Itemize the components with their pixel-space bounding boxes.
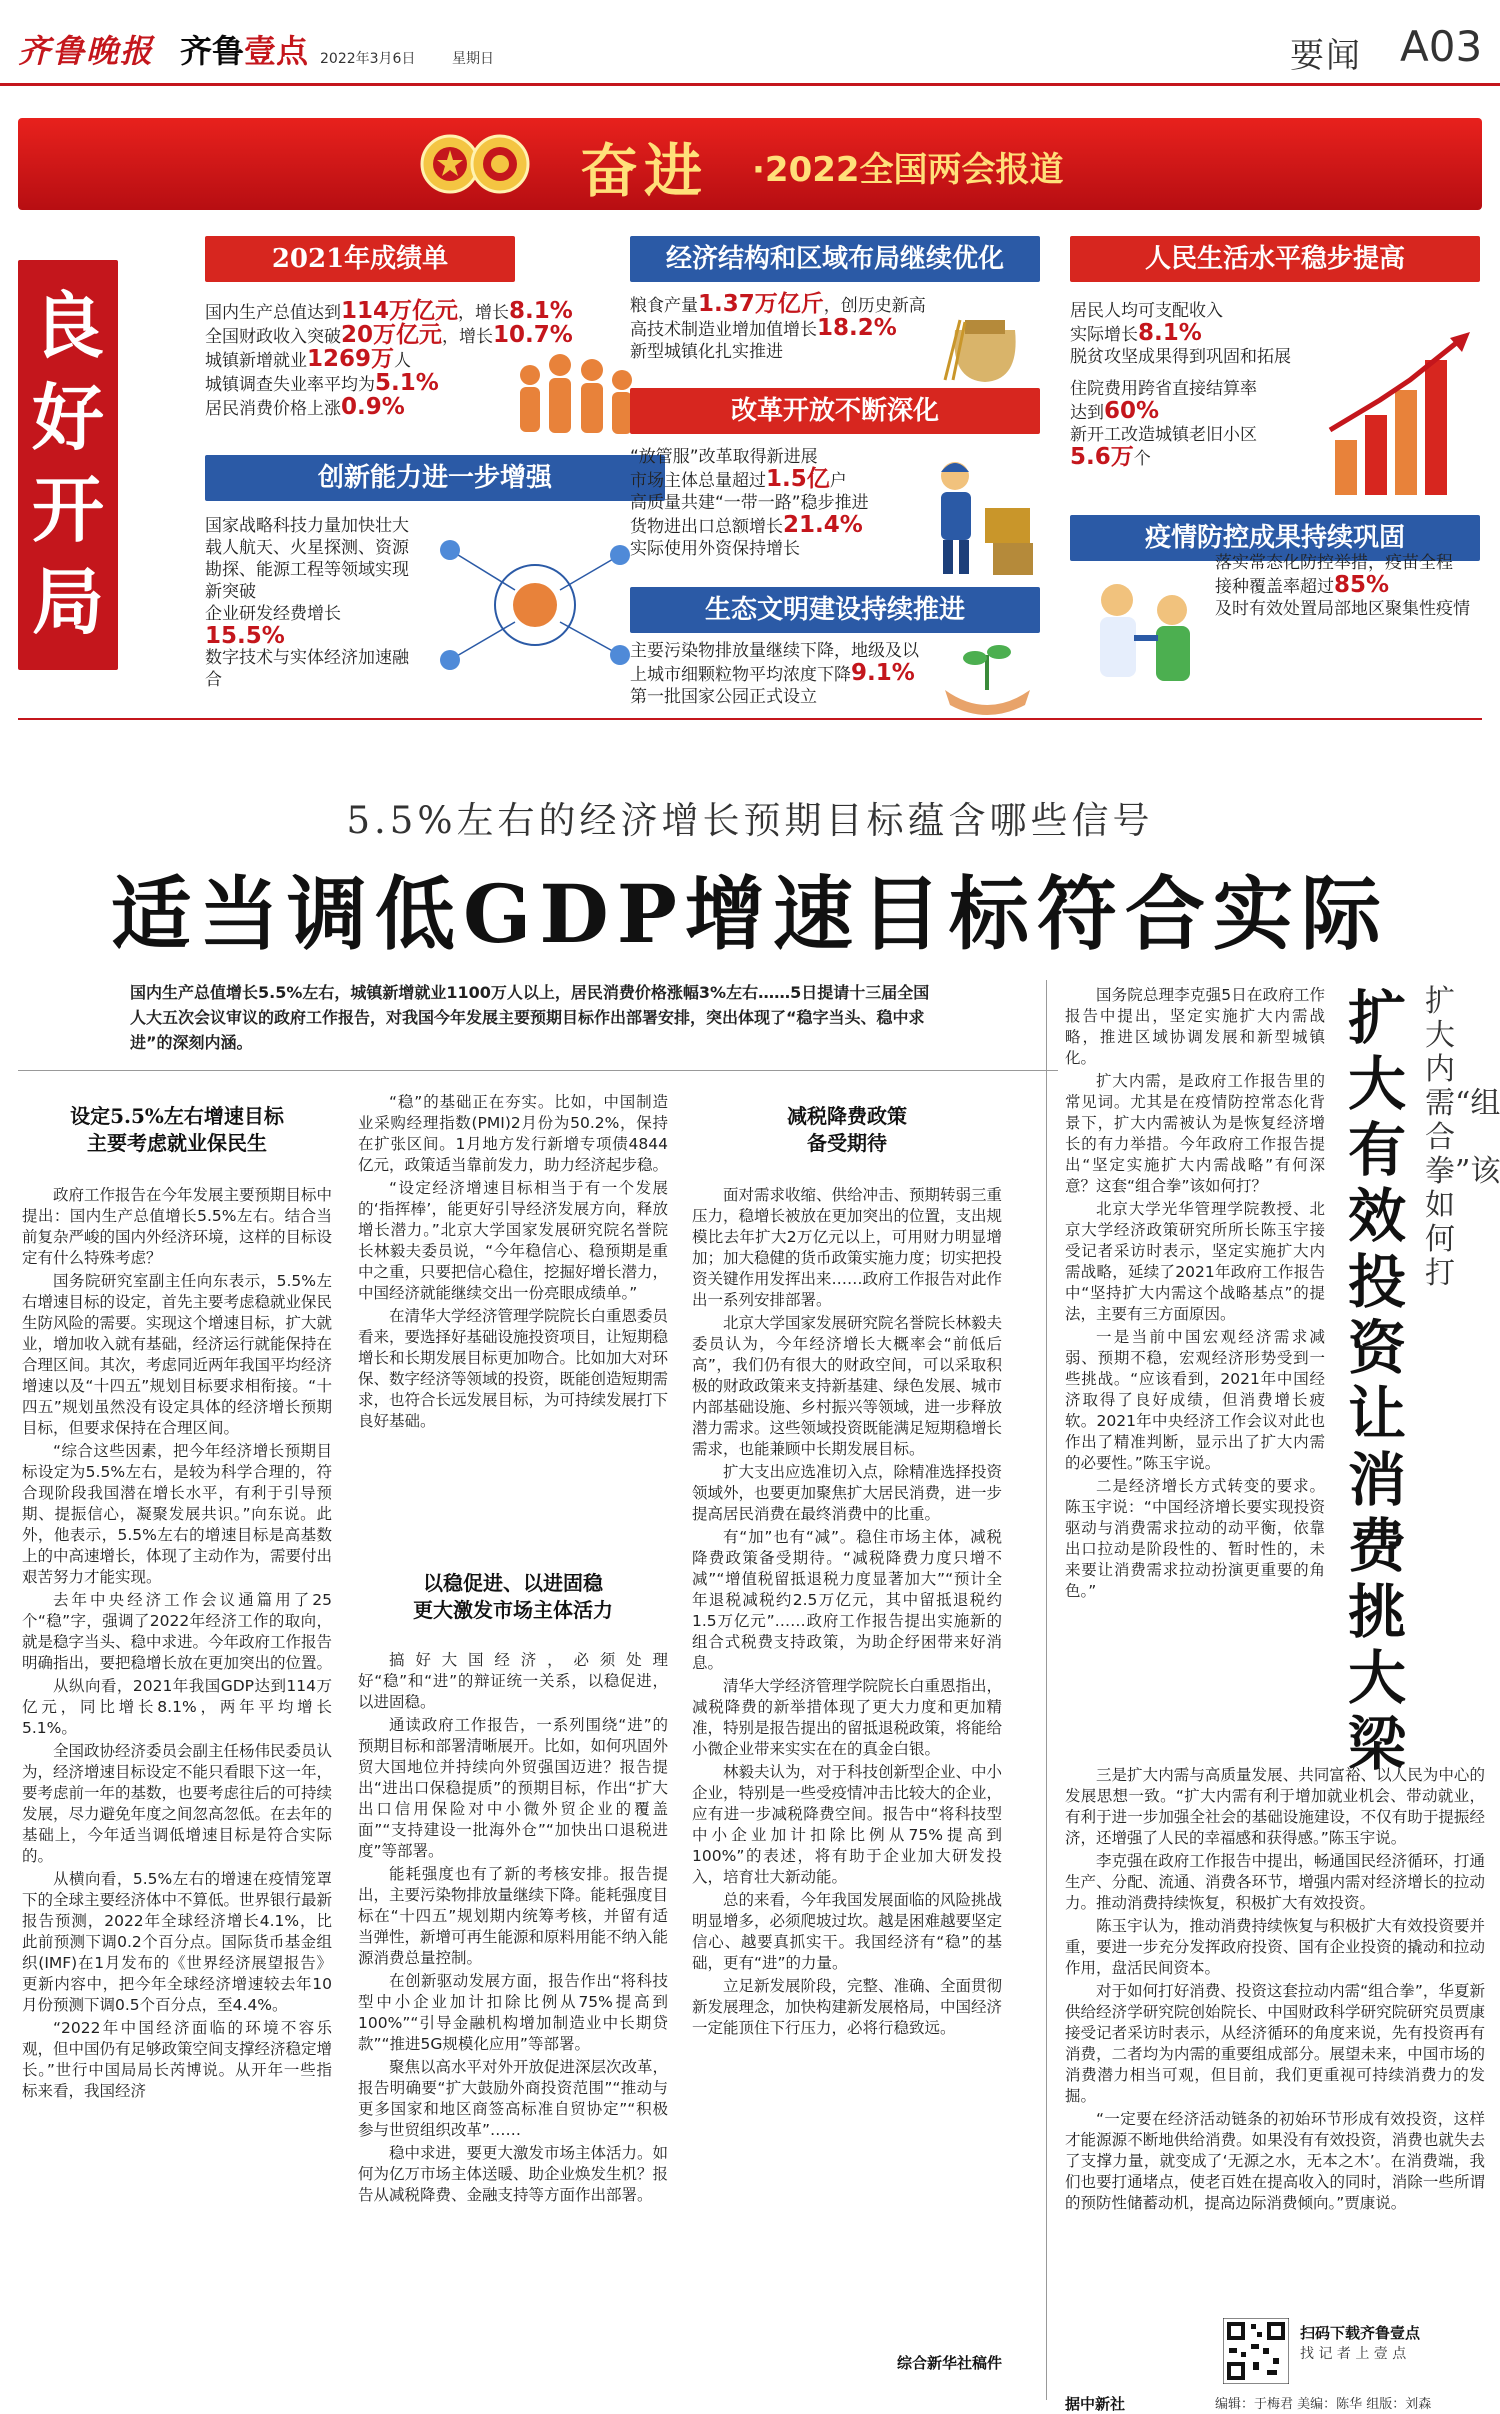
innovation-line: 国家战略科技力量加快壮大	[205, 516, 409, 536]
stat-value: 20万亿元	[341, 322, 443, 348]
stat-value: 1.37万亿斤	[698, 291, 824, 317]
stat-value: 21.4%	[783, 512, 863, 538]
paragraph: 对于如何打好消费、投资这套拉动内需“组合拳”，华夏新供给经济学研究院创始院长、中国财政科学研究院研究员贾康接受记者采访时表示，从经济循环的角度来说，先有投资再有消费，二者均为内需的重要组成部分。展望未来，中国市场的消费潜力相当可观，但目前，我们更重视可持续消费力的发掘。	[1065, 1982, 1485, 2105]
panel-achievements-title: 2021年成绩单	[205, 236, 515, 282]
paragraph: “综合这些因素，把今年经济增长预期目标设定为5.5%左右，是较为科学合理的，符合现阶段我国潜在增长水平，有利于引导预期、提振信心，凝聚发展共识。”向东说。此外，他表示，5.5%左右的增速目标是高基数上的中高速增长，体现了主动作为，需要付出艰苦努力才能实现。	[22, 1442, 332, 1586]
paragraph: 国务院总理李克强5日在政府工作报告中提出，坚定实施扩大内需战略，推进区域协调发展和新型城镇化。	[1065, 986, 1325, 1067]
panel-innovation-body	[205, 515, 410, 691]
article-byline: 综合新华社稿件	[896, 2354, 1002, 2372]
panel-ecology-title: 生态文明建设持续推进	[630, 587, 1040, 633]
paragraph: 聚焦以高水平对外开放促进深层次改革，报告明确要“扩大鼓励外商投资范围”“推动与更多国家和地区商签高标准自贸协定”“积极参与世贸组织改革”……	[358, 2058, 668, 2139]
qr-code-icon[interactable]	[1223, 2318, 1289, 2384]
stat-line	[1215, 574, 1485, 598]
column-rule	[1046, 980, 1047, 2400]
paragraph: 二是经济增长方式转变的要求。陈玉宇说：“中国经济增长要实现投资驱动与消费需求拉动的动平衡，依靠出口拉动是阶段性的、暂时性的，未来要让消费需求拉动扮演更重要的角色。”	[1065, 1477, 1325, 1600]
stat-label: 人	[394, 351, 412, 371]
tech-network-icon	[420, 530, 650, 680]
innovation-highlight: 15.5%	[205, 623, 285, 649]
column2-subhead: 以稳促进、以进固稳 更大激发市场主体活力	[413, 1571, 613, 1622]
app-name-a: 齐鲁	[180, 32, 245, 70]
paragraph: 陈玉宇认为，推动消费持续恢复与积极扩大有效投资要并重，要进一步充分发挥政府投资、国有企业投资的撬动和拉动作用，盘活民间资本。	[1065, 1917, 1485, 1977]
sidebar-source: 据中新社	[1065, 2395, 1126, 2413]
stat-label: 新型城镇化扎实推进	[630, 342, 783, 362]
stat-label: “放管服”改革取得新进展	[630, 447, 818, 467]
paragraph: 有“加”也有“减”。稳住市场主体，减税降费政策备受期待。“减税降费力度只增不减”“增值税留抵退税力度显著加大”“预计全年退税减税约2.5万亿元，其中留抵退税约1.5万亿元”……政府工作报告提出实施新的组合式税费支持政策，为助企纾困带来好消息。	[692, 1528, 1002, 1672]
paragraph: 李克强在政府工作报告中提出，畅通国民经济循环，打通生产、分配、流通、消费各环节，增强内需对经济增长的拉动力。推动消费持续恢复，积极扩大有效投资。	[1065, 1852, 1485, 1912]
paragraph: “设定经济增速目标相当于有一个发展的‘指挥棒’，能更好引导经济发展方向，释放增长潜力。”北京大学国家发展研究院名誉院长林毅夫委员说，“今年稳信心、稳预期是重中之重，只要把信心稳住，挖掘好增长潜力，中国经济就能继续交出一份亮眼成绩单。”	[358, 1179, 668, 1302]
lede-divider	[18, 1070, 1058, 1071]
footer-scan-text: 扫码下载齐鲁壹点	[1300, 2324, 1421, 2342]
paragraph: 立足新发展阶段，完整、准确、全面贯彻新发展理念，加快构建新发展格局，中国经济一定能顶住下行压力，必将行稳致远。	[692, 1977, 1002, 2037]
panel-epidemic-body	[1215, 552, 1485, 620]
stat-label: 落实常态化防控举措，疫苗全程	[1215, 553, 1453, 573]
stat-label: 国内生产总值达到	[205, 303, 341, 323]
stat-line	[1070, 400, 1340, 424]
stat-value: 1.5亿	[766, 466, 830, 492]
section-name: 要闻	[1290, 36, 1362, 76]
app-name	[180, 26, 308, 72]
paragraph: 扩大支出应选准切入点，除精准选择投资领域外，也要更加聚焦扩大居民消费，进一步提高居民消费在最终消费中的比重。	[692, 1463, 1002, 1523]
stat-label: 货物进出口总额增长	[630, 517, 783, 537]
paragraph: “一定要在经济活动链条的初始环节形成有效投资，这样才能源源不断地供给消费。如果没有有效投资，消费也就失去了支撑力量，就变成了‘无源之水，无本之木’。在消费端，我们也要打通堵点，使老百姓在提高收入的同时，消除一些所谓的预防性储蓄动机，提高边际消费倾向。”贾康说。	[1065, 2110, 1485, 2212]
article-kicker: 5.5%左右的经济增长预期目标蕴含哪些信号	[346, 799, 1154, 842]
sidebar-headline: 扩大有效投资 让消费挑大梁	[1348, 984, 1407, 1778]
innovation-line: 载人航天、火星探测、资源勘探、能源工程等领域实现新突破	[205, 538, 409, 602]
stat-label: 城镇新增就业	[205, 351, 307, 371]
stat-line	[1070, 378, 1340, 400]
panel-innovation-title: 创新能力进一步增强	[205, 455, 665, 501]
stat-line	[1070, 346, 1340, 368]
column2-body-continued	[358, 1650, 668, 2400]
stat-label: 全国财政收入突破	[205, 327, 341, 347]
vertical-title: 良好开局	[31, 283, 104, 644]
plant-hands-icon	[935, 630, 1040, 715]
paragraph: “稳”的基础正在夯实。比如，中国制造业采购经理指数(PMI)2月份为50.2%，保持在扩张区间。1月地方发行新增专项债4844亿元，政策适当靠前发力，助力经济起步稳。	[358, 1093, 668, 1174]
panel-structure-title: 经济结构和区域布局继续优化	[630, 236, 1040, 282]
paragraph: 在清华大学经济管理学院院长白重恩委员看来，要选择好基础设施投资项目，让短期稳增长和长期发展目标更加吻合。比如加大对环保、数字经济等领域的投资，既能创造短期需求，也符合长远发展目标，为可持续发展打下良好基础。	[358, 1307, 668, 1430]
stat-label: 居民消费价格上涨	[205, 399, 341, 419]
article-lede: 国内生产总值增长5.5%左右，城镇新增就业1100万人以上，居民消费价格涨幅3%左右……5日提请十三届全国人大五次会议审议的政府工作报告，对我国今年发展主要预期目标作出部署安排，突出体现了“稳字当头、稳中求进”的深刻内涵。	[130, 983, 930, 1052]
issue-weekday: 星期日	[452, 51, 494, 67]
paragraph: 全国政协经济委员会副主任杨伟民委员认为，经济增速目标设定不能只看眼下这一年，要考虑前一年的基数，也要考虑往后的可持续发展，尽力避免年度之间忽高忽低。在去年的基础上，今年适当调低增速目标是符合实际的。	[22, 1742, 332, 1865]
stat-line	[1070, 300, 1340, 322]
stat-value: 8.1%	[509, 298, 573, 324]
innovation-line: 企业研发经费增长	[205, 604, 341, 624]
paragraph: 总的来看，今年我国发展面临的风险挑战明显增多，必须爬坡过坎。越是困难越要坚定信心、越要真抓实干。我国经济有“稳”的基础，更有“进”的力量。	[692, 1891, 1002, 1972]
footer-slogan: 找 记 者 上 壹 点	[1300, 2346, 1407, 2362]
stat-value: 5.1%	[375, 370, 439, 396]
paragraph: 林毅夫认为，对于科技创新型企业、中小企业，特别是一些受疫情冲击比较大的企业，应有进一步减税降费空间。报告中“将科技型中小企业加计扣除比例从75%提高到100%”的表述，将有助于企业加大研发投入，培育壮大新动能。	[692, 1763, 1002, 1886]
paragraph: 去年中央经济工作会议通篇用了25个“稳”字，强调了2022年经济工作的取向，就是稳字当头、稳中求进。今年政府工作报告明确指出，要把稳增长放在更加突出的位置。	[22, 1591, 332, 1672]
paragraph: 扩大内需，是政府工作报告里的常见词。尤其是在疫情防控常态化背景下，扩大内需被认为是恢复经济增长的有力举措。今年政府工作报告提出“坚定实施扩大内需战略”有何深意？这套“组合拳”该如何打？	[1065, 1072, 1325, 1195]
sidebar-body	[1065, 985, 1325, 1765]
paper-name: 齐鲁晚报	[18, 32, 155, 70]
stat-value: 0.9%	[341, 394, 405, 420]
issue-date: 2022年3月6日	[320, 51, 416, 67]
stat-label: 达到	[1070, 403, 1104, 423]
column3-body	[692, 1185, 1002, 2345]
stat-label: 脱贫攻坚成果得到巩固和拓展	[1070, 347, 1291, 367]
paragraph: 政府工作报告在今年发展主要预期目标中提出：国内生产总值增长5.5%左右。结合当前复杂严峻的国内外经济环境，这样的目标设定有什么特殊考虑？	[22, 1186, 332, 1267]
emblem-icons	[420, 128, 530, 200]
innovation-line: 数字技术与实体经济加速融合	[205, 648, 409, 690]
stat-value: 8.1%	[1138, 320, 1202, 346]
stat-label: 主要污染物排放量继续下降，地级及以	[630, 641, 919, 661]
stat-label: 城镇调查失业率平均为	[205, 375, 375, 395]
paragraph: 稳中求进，要更大激发市场主体活力。如何为亿万市场主体送暖、助企业焕发生机？报告从减税降费、金融支持等方面作出部署。	[358, 2144, 668, 2204]
paragraph: 搞好大国经济，必须处理好“稳”和“进”的辩证统一关系，以稳促进，以进固稳。	[358, 1651, 668, 1711]
paragraph: 面对需求收缩、供给冲击、预期转弱三重压力，稳增长被放在更加突出的位置，支出规模比去年扩大2万亿元以上，可用财力明显增加；加大稳健的货币政策实施力度；切实把投资关键作用发挥出来……政府工作报告对此作出一系列安排部署。	[692, 1186, 1002, 1309]
column3-subhead: 减税降费政策 备受期待	[787, 1104, 907, 1155]
stat-label: 粮食产量	[630, 296, 698, 316]
vaccination-icon	[1072, 565, 1212, 705]
banner	[18, 118, 1482, 210]
stat-line	[1070, 368, 1340, 378]
stat-label: 户	[829, 471, 847, 491]
stat-label: 高质量共建“一带一路”稳步推进	[630, 493, 869, 513]
banner-subtitle: ·2022全国两会报道	[752, 150, 1064, 190]
paragraph: 从纵向看，2021年我国GDP达到114万亿元，同比增长8.1%，两年平均增长5.1%。	[22, 1677, 332, 1737]
panel-epidemic-title: 疫情防控成果持续巩固	[1070, 515, 1480, 561]
rising-bars-icon	[1320, 320, 1480, 500]
stat-label: ，创历史新高	[823, 296, 926, 316]
stat-label: 居民人均可支配收入	[1070, 301, 1223, 321]
paragraph: 一是当前中国宏观经济需求减弱、预期不稳，宏观经济形势受到一些挑战。“应该看到，2021年中国经济取得了良好成绩，但消费增长疲软。2021年中央经济工作会议对此也作出了精准判断，显示出了扩大内需的必要性。”陈玉宇说。	[1065, 1328, 1325, 1472]
stat-value: 10.7%	[493, 322, 573, 348]
sidebar-kicker: 扩大内需“组合拳”该如何打	[1425, 984, 1500, 1291]
footer-credits: 编辑：于梅君 美编：陈华 组版：刘森	[1215, 2397, 1432, 2412]
panel-reform-title: 改革开放不断深化	[630, 388, 1040, 434]
stat-line	[1215, 552, 1485, 574]
stat-value: 18.2%	[817, 315, 897, 341]
stat-label: 个	[1133, 449, 1151, 469]
panel-livelihood-body	[1070, 300, 1340, 470]
stat-label: ，增长	[458, 303, 510, 323]
paragraph: 在创新驱动发展方面，报告作出“将科技型中小企业加计扣除比例从75%提高到100%”“引导金融机构增加制造业中长期贷款”“推进5G规模化应用”等部署。	[358, 1972, 668, 2053]
section-divider	[18, 718, 1482, 720]
stat-label: 第一批国家公园正式设立	[630, 687, 817, 707]
stat-label: 市场主体总量超过	[630, 471, 766, 491]
app-name-b: 壹点	[244, 32, 309, 70]
paragraph: 国务院研究室副主任向东表示，5.5%左右增速目标的设定，首先主要考虑稳就业保民生防风险的需要。实现这个增速目标，扩大就业，增加收入就有基础，经济运行就能保持在合理区间。其次，考虑同近两年我国平均经济增速以及“十四五”规划目标要求相衔接。“十四五”规划虽然没有设定具体的经济增长预期目标，但要求保持在合理区间。	[22, 1272, 332, 1437]
grain-sack-icon	[935, 300, 1035, 385]
paragraph: 三是扩大内需与高质量发展、共同富裕、以人民为中心的发展思想一致。“扩大内需有利于增加就业机会、带动就业，有利于进一步加强全社会的基础设施建设，不仅有助于提振经济，还增强了人民的幸福感和获得感。”陈玉宇说。	[1065, 1766, 1485, 1847]
sidebar-body-continued	[1065, 1765, 1485, 2310]
stat-value: 1269万	[307, 346, 395, 372]
paragraph: “2022年中国经济面临的环境不容乐观，但中国仍有足够政策空间支撑经济稳定增长。”世行中国局局长芮博说。从开年一些指标来看，我国经济	[22, 2019, 332, 2100]
stat-line	[1070, 322, 1340, 346]
stat-label: 上城市细颗粒物平均浓度下降	[630, 665, 851, 685]
stat-line	[1070, 424, 1340, 446]
paragraph: 清华大学经济管理学院院长白重恩指出，减税降费的新举措体现了更大力度和更加精准，特别是报告提出的留抵退税政策，将能给小微企业带来实实在在的真金白银。	[692, 1677, 1002, 1758]
page-number: A03	[1400, 22, 1483, 71]
stat-value: 5.6万	[1070, 444, 1134, 470]
stat-value: 85%	[1334, 572, 1390, 598]
crowd-icon	[500, 335, 650, 455]
panel-livelihood-title: 人民生活水平稳步提高	[1070, 236, 1480, 282]
column1-subhead: 设定5.5%左右增速目标 主要考虑就业保民生	[70, 1104, 284, 1155]
stat-label: 实际使用外资保持增长	[630, 539, 800, 559]
stat-label: 住院费用跨省直接结算率	[1070, 379, 1257, 399]
stat-line	[1215, 598, 1485, 620]
banner-title: 奋进	[580, 137, 709, 205]
stat-label: 接种覆盖率超过	[1215, 577, 1334, 597]
paragraph: 通读政府工作报告，一系列围绕“进”的预期目标和部署清晰展开。比如，如何巩固外贸大国地位并持续向外贸强国迈进？报告提出“进出口保稳提质”的预期目标，作出“扩大出口信用保险对中小微外贸企业的覆盖面”“支持建设一批海外仓”“加快出口退税进度”等部署。	[358, 1716, 668, 1860]
stat-label: ，增长	[442, 327, 494, 347]
paragraph: 从横向看，5.5%左右的增速在疫情笼罩下的全球主要经济体中不算低。世界银行最新报告预测，2022年全球经济增长4.1%，比此前预测下调0.2个百分点。国际货币基金组织(IMF)在1月发布的《世界经济展望报告》更新内容中，把今年全球经济增速较去年10月份预测下调0.5个百分点，至4.4%。	[22, 1870, 332, 2014]
stat-value: 114万亿元	[341, 298, 459, 324]
stat-value: 9.1%	[851, 660, 915, 686]
column1-body	[22, 1185, 332, 2400]
paragraph: 能耗强度也有了新的考核安排。报告提出，主要污染物排放量继续下降。能耗强度目标在“十四五”规划期内统筹考核，并留有适当弹性，新增可再生能源和原料用能不纳入能源消费总量控制。	[358, 1865, 668, 1967]
paragraph: 北京大学光华管理学院教授、北京大学经济政策研究所所长陈玉宇接受记者采访时表示，坚定实施扩大内需战略，延续了2021年政府工作报告中“坚持扩大内需这个战略基点”的提法，主要有三方面原因。	[1065, 1200, 1325, 1323]
stat-label: 高技术制造业增加值增长	[630, 320, 817, 340]
stat-line	[1070, 446, 1340, 470]
worker-icon	[915, 448, 1040, 578]
stat-label: 实际增长	[1070, 325, 1138, 345]
stat-label: 新开工改造城镇老旧小区	[1070, 425, 1257, 445]
article-headline: 适当调低GDP增速目标符合实际	[111, 867, 1389, 961]
column2-body	[358, 1092, 668, 1552]
stat-value: 60%	[1104, 398, 1160, 424]
paragraph: 北京大学国家发展研究院名誉院长林毅夫委员认为，今年经济增长大概率会“前低后高”，我们仍有很大的财政空间，可以采取积极的财政政策来支持新基建、绿色发展、城市内部基础设施、乡村振兴等领域，进一步释放潜力需求。这些领域投资既能满足短期稳增长需求，也能兼顾中长期发展目标。	[692, 1314, 1002, 1458]
stat-line	[205, 300, 665, 324]
stat-label: 及时有效处置局部地区聚集性疫情	[1215, 599, 1470, 619]
